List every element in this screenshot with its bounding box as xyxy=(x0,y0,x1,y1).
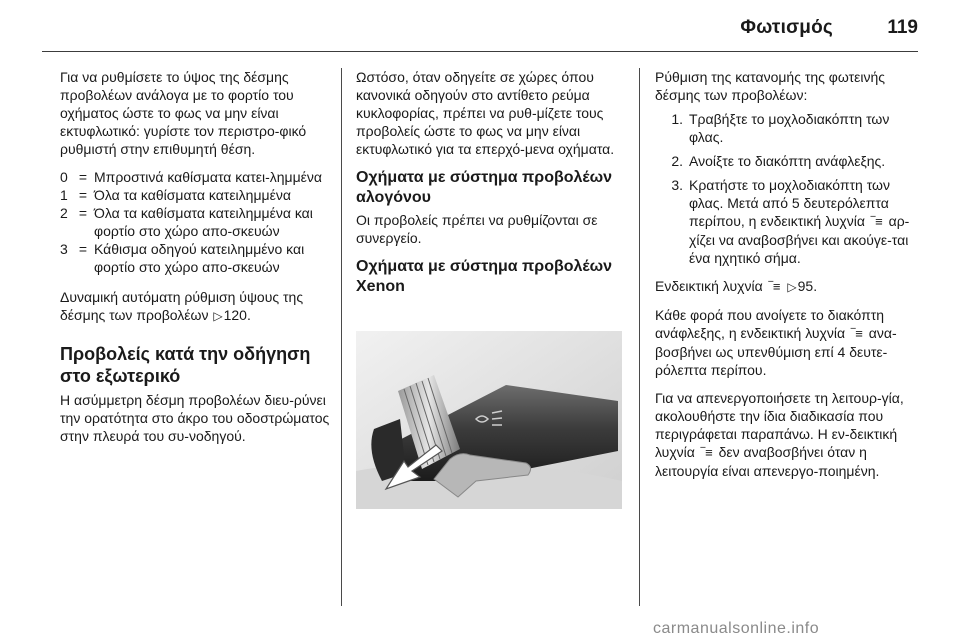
page-reference-icon[interactable]: ▷ xyxy=(787,280,797,294)
column-1 xyxy=(60,68,330,455)
heading-driving-abroad: Προβολείς κατά την οδήγηση στο εξωτερικό xyxy=(60,344,311,386)
column-2 xyxy=(356,68,626,300)
page-reference-icon[interactable]: ▷ xyxy=(213,309,223,323)
position-eq: = xyxy=(78,241,88,257)
driving-abroad-text: Η ασύμμετρη δέσμη προβολέων διευ-ρύνει την ορατότητα στο άκρο του οδοστρώματος στην πλευρά του συ-νοδηγού. xyxy=(60,392,330,444)
step-number: 2. xyxy=(671,153,683,169)
abroad-continued-text: Ωστόσο, όταν οδηγείτε σε χώρες όπου κανονικά οδηγούν στο αντίθετο ρεύμα κυκλοφορίας, πρέπει να ρυθ-μίζετε τους προβολείς ώστε το φως να μην είναι εκτυφλωτικό για τα επερχό-μενα οχήματα. xyxy=(356,69,615,157)
step-text: Τραβήξτε το μοχλοδιακόπτη των φλας. xyxy=(689,111,890,145)
header-rule xyxy=(42,51,918,52)
lamp-reference-page[interactable]: 95. xyxy=(797,278,818,294)
lamp-reference xyxy=(655,277,925,296)
load-position-row xyxy=(60,240,330,276)
adjustment-steps xyxy=(655,110,925,267)
ignition-reminder-pre: Κάθε φορά που ανοίγετε το διακόπτη ανάφλεξης, η ενδεικτική λυχνία xyxy=(655,307,885,341)
step-item xyxy=(655,110,925,146)
column-divider-1 xyxy=(341,68,342,606)
headlight-adjust-lamp-icon: ‾≡ xyxy=(700,445,713,460)
load-position-row xyxy=(60,186,330,204)
headlight-adjust-lamp-icon: ‾≡ xyxy=(768,279,781,294)
position-key: 3 xyxy=(60,241,68,257)
watermark: carmanualsonline.info xyxy=(653,620,820,637)
position-text: Μπροστινά καθίσματα κατει-λημμένα xyxy=(94,169,322,185)
position-text: Όλα τα καθίσματα κατειλημμένα xyxy=(94,187,291,203)
page-number: 119 xyxy=(887,17,918,38)
load-positions-table xyxy=(60,168,330,276)
ignition-reminder-post: ανα-βοσβήνει ως υπενθύμιση επί 4 δευτε-ρόλεπτα περίπου. xyxy=(655,325,897,378)
position-text: Όλα τα καθίσματα κατειλημμένα και φορτίο στο χώρο απο-σκευών xyxy=(94,205,313,239)
dynamic-leveling-label: Δυναμική αυτόματη ρύθμιση ύψους της δέσμης των προβολέων xyxy=(60,289,304,323)
load-position-row xyxy=(60,168,330,186)
heading-xenon: Οχήματα με σύστημα προβολέων Xenon xyxy=(356,258,613,295)
step-text-post: αρ-χίζει να αναβοσβήνει και ακούγε-ται ένα ηχητικό σήμα. xyxy=(689,213,910,266)
column-divider-2 xyxy=(639,68,640,606)
position-key: 2 xyxy=(60,205,68,221)
beam-adjust-intro: Ρύθμιση της κατανομής της φωτεινής δέσμης των προβολέων: xyxy=(655,69,886,103)
page-title: Φωτισμός xyxy=(740,17,833,38)
lever-illustration xyxy=(356,331,622,509)
step-text: Ανοίξτε το διακόπτη ανάφλεξης. xyxy=(689,153,886,169)
deactivate-text xyxy=(655,389,925,480)
deactivate-post: δεν αναβοσβήνει όταν η λειτουργία είναι απενεργο-ποιημένη. xyxy=(655,444,880,479)
lamp-reference-label: Ενδεικτική λυχνία xyxy=(655,278,763,294)
headlight-adjust-lamp-icon: ‾≡ xyxy=(870,214,883,229)
step-text-pre: Κρατήστε το μοχλοδιακόπτη των φλας. Μετά από 5 δευτερόλεπτα περίπου, η ενδεικτική λυχνία xyxy=(689,177,890,229)
position-eq: = xyxy=(78,205,88,221)
halogen-text: Οι προβολείς πρέπει να ρυθμίζονται σε συνεργείο. xyxy=(356,212,598,246)
leveling-intro: Για να ρυθμίσετε το ύψος της δέσμης προβολέων ανάλογα με το φορτίο του οχήματος ώστε το φως να μην είναι εκτυφλωτικό: γυρίστε τον περιστρο-φικό ρυθμιστή στην επιθυμητή θέση. xyxy=(60,69,307,157)
step-number: 3. xyxy=(671,177,683,193)
step-text xyxy=(689,176,925,267)
deactivate-pre: Για να απενεργοποιήσετε τη λειτουρ-γία, ακολουθήστε την ίδια διαδικασία που περιγράφεται παραπάνω. Η εν-δεικτική λυχνία xyxy=(655,390,904,460)
step-item xyxy=(655,152,925,170)
turn-signal-lever-photo xyxy=(356,331,622,509)
position-eq: = xyxy=(78,169,88,185)
dynamic-leveling-text xyxy=(60,288,330,325)
position-key: 1 xyxy=(60,187,68,203)
step-number: 1. xyxy=(671,111,683,127)
dynamic-leveling-ref[interactable]: 120. xyxy=(223,307,251,323)
load-position-row xyxy=(60,204,330,240)
position-key: 0 xyxy=(60,169,68,185)
column-3 xyxy=(655,68,925,490)
ignition-reminder-text xyxy=(655,306,925,379)
position-text: Κάθισμα οδηγού κατειλημμένο και φορτίο στο χώρο απο-σκευών xyxy=(94,241,305,275)
step-item xyxy=(655,176,925,267)
headlight-adjust-lamp-icon: ‾≡ xyxy=(850,326,863,341)
page-header xyxy=(0,0,960,52)
heading-halogen: Οχήματα με σύστημα προβολέων αλογόνου xyxy=(356,169,613,206)
position-eq: = xyxy=(78,187,88,203)
